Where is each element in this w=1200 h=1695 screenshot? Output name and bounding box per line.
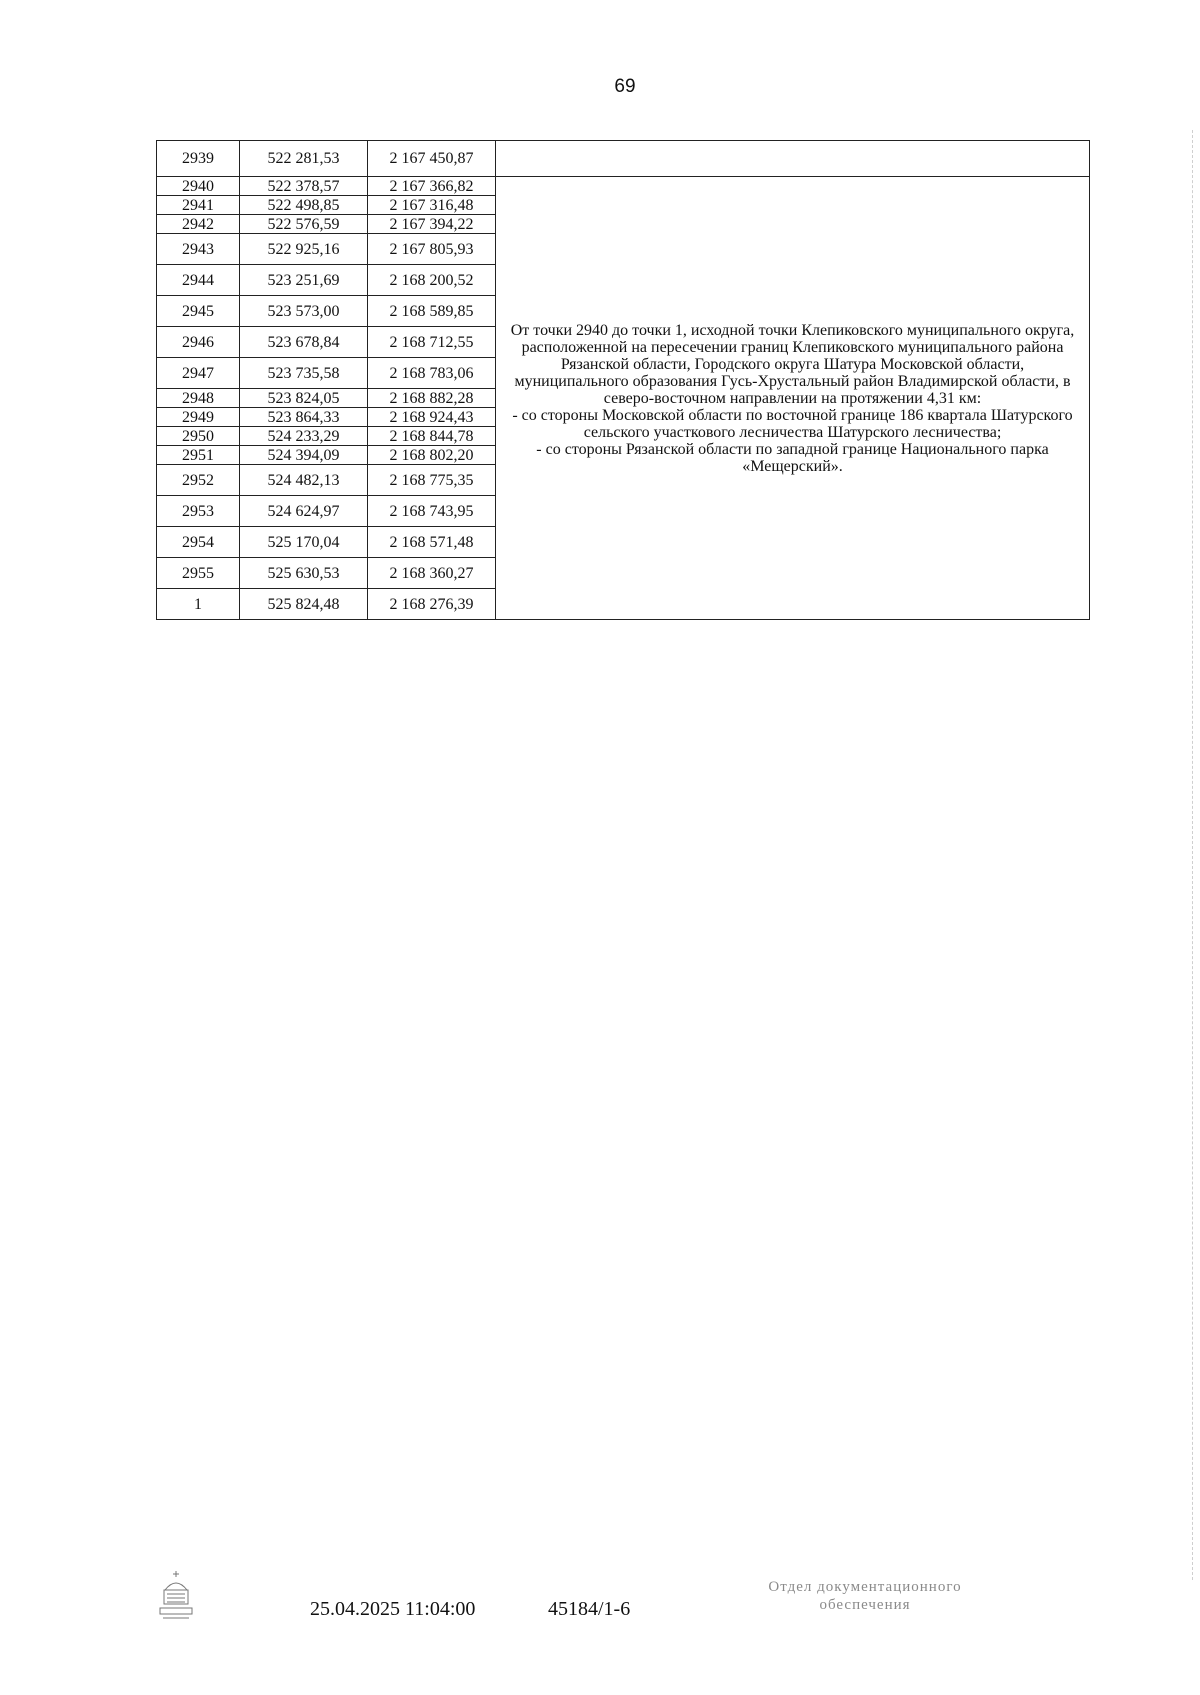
cell-point: 2944 xyxy=(157,265,240,296)
page-number: 69 xyxy=(614,76,636,97)
table-row xyxy=(157,141,1090,177)
cell-point: 2951 xyxy=(157,446,240,465)
description-line: - со стороны Московской области по восточной границе 186 квартала Шатурского сельского участкового лесничества Шатурского лесничества; xyxy=(512,406,1073,441)
stamp-line-2: обеспечения xyxy=(819,1597,911,1613)
description-line: От точки 2940 до точки 1, исходной точки Клепиковского муниципального округа, расположенной на пересечении границ Клепиковского муниципального района Рязанской области, Городского округа Шатура Московской области, муниципального образования Гусь-Хрустальный район Владимирской области, в северо-восточном направлении на протяжении 4,31 км: xyxy=(510,321,1075,407)
department-stamp xyxy=(720,1578,1010,1614)
cell-y: 2 168 775,35 xyxy=(368,465,496,496)
cell-y: 2 167 394,22 xyxy=(368,215,496,234)
cell-y: 2 168 844,78 xyxy=(368,427,496,446)
cell-point: 1 xyxy=(157,589,240,620)
cell-x: 523 678,84 xyxy=(240,327,368,358)
cell-point: 2947 xyxy=(157,358,240,389)
cell-y: 2 168 712,55 xyxy=(368,327,496,358)
cell-x: 524 394,09 xyxy=(240,446,368,465)
footer-datetime: 25.04.2025 11:04:00 xyxy=(310,1598,476,1620)
cell-y: 2 167 805,93 xyxy=(368,234,496,265)
cell-point: 2946 xyxy=(157,327,240,358)
cell-point: 2955 xyxy=(157,558,240,589)
cell-y: 2 168 924,43 xyxy=(368,408,496,427)
cell-x: 525 824,48 xyxy=(240,589,368,620)
cell-y: 2 168 882,28 xyxy=(368,389,496,408)
cell-x: 523 864,33 xyxy=(240,408,368,427)
cell-x: 524 624,97 xyxy=(240,496,368,527)
cell-y: 2 168 200,52 xyxy=(368,265,496,296)
empty-description-cell xyxy=(496,141,1090,177)
cell-x: 522 281,53 xyxy=(240,141,368,177)
cell-x: 522 576,59 xyxy=(240,215,368,234)
coordinates-table xyxy=(156,140,1090,620)
cell-point: 2954 xyxy=(157,527,240,558)
cell-point: 2942 xyxy=(157,215,240,234)
cell-point: 2950 xyxy=(157,427,240,446)
cell-x: 523 735,58 xyxy=(240,358,368,389)
cell-point: 2945 xyxy=(157,296,240,327)
cell-point: 2941 xyxy=(157,196,240,215)
cell-x: 523 824,05 xyxy=(240,389,368,408)
cell-x: 523 251,69 xyxy=(240,265,368,296)
cell-x: 522 498,85 xyxy=(240,196,368,215)
cell-point: 2953 xyxy=(157,496,240,527)
cell-point: 2940 xyxy=(157,177,240,196)
cell-point: 2948 xyxy=(157,389,240,408)
cell-y: 2 168 360,27 xyxy=(368,558,496,589)
cell-point: 2943 xyxy=(157,234,240,265)
cell-x: 525 170,04 xyxy=(240,527,368,558)
cell-y: 2 168 571,48 xyxy=(368,527,496,558)
cell-y: 2 168 802,20 xyxy=(368,446,496,465)
cell-y: 2 167 366,82 xyxy=(368,177,496,196)
description-line: - со стороны Рязанской области по западной границе Национального парка «Мещерский». xyxy=(536,440,1049,475)
cell-point: 2952 xyxy=(157,465,240,496)
cell-x: 524 482,13 xyxy=(240,465,368,496)
cell-y: 2 168 589,85 xyxy=(368,296,496,327)
cell-y: 2 168 743,95 xyxy=(368,496,496,527)
cell-x: 523 573,00 xyxy=(240,296,368,327)
scan-edge-line xyxy=(1192,130,1194,1580)
cell-y: 2 167 316,48 xyxy=(368,196,496,215)
cell-y: 2 168 783,06 xyxy=(368,358,496,389)
cell-x: 524 233,29 xyxy=(240,427,368,446)
cell-x: 522 925,16 xyxy=(240,234,368,265)
cell-x: 525 630,53 xyxy=(240,558,368,589)
footer-document-number: 45184/1-6 xyxy=(548,1598,631,1620)
cell-y: 2 168 276,39 xyxy=(368,589,496,620)
stamp-line-1: Отдел документационного xyxy=(768,1579,962,1595)
coat-of-arms-emblem xyxy=(155,1568,197,1622)
boundary-description xyxy=(496,177,1090,620)
cell-y: 2 167 450,87 xyxy=(368,141,496,177)
cell-x: 522 378,57 xyxy=(240,177,368,196)
cell-point: 2939 xyxy=(157,141,240,177)
cell-point: 2949 xyxy=(157,408,240,427)
table-row xyxy=(157,177,1090,196)
